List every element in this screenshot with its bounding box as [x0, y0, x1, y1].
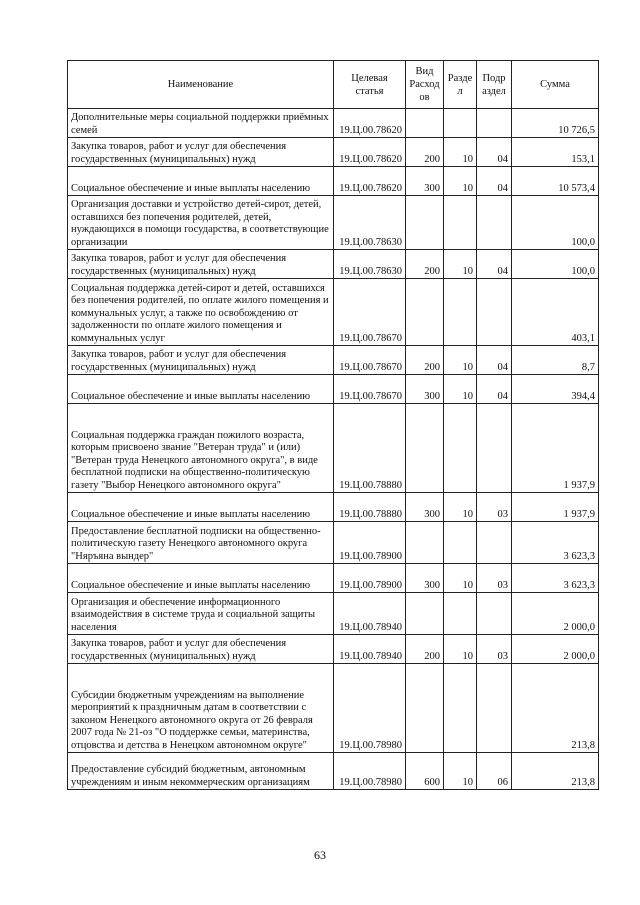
row-subsection: 04 [477, 250, 512, 279]
row-sum: 213,8 [512, 753, 599, 790]
row-target: 19.Ц.00.78670 [334, 346, 406, 375]
row-subsection: 04 [477, 138, 512, 167]
row-target: 19.Ц.00.78940 [334, 635, 406, 664]
row-target: 19.Ц.00.78880 [334, 404, 406, 493]
row-section: 10 [444, 346, 477, 375]
row-target: 19.Ц.00.78670 [334, 279, 406, 346]
table-row [68, 109, 599, 138]
row-subsection [477, 196, 512, 250]
table-row [68, 564, 599, 593]
row-name: Социальная поддержка детей-сирот и детей, оставшихся без попечения родителей, по оплате жилого помещения и коммунальных услуг, а также по освобождению от задолженности по оплате жилого помещения и коммунальных услуг [68, 279, 334, 346]
budget-table [67, 60, 599, 790]
row-target: 19.Ц.00.78620 [334, 109, 406, 138]
row-subsection [477, 279, 512, 346]
row-expense-type: 200 [406, 250, 444, 279]
row-name: Социальное обеспечение и иные выплаты населению [68, 564, 334, 593]
row-name: Закупка товаров, работ и услуг для обеспечения государственных (муниципальных) нужд [68, 138, 334, 167]
row-expense-type [406, 109, 444, 138]
row-sum: 100,0 [512, 196, 599, 250]
table-row [68, 346, 599, 375]
table-row [68, 138, 599, 167]
table-row [68, 664, 599, 753]
header-row [68, 61, 599, 109]
table-row [68, 635, 599, 664]
row-subsection: 03 [477, 493, 512, 522]
row-target: 19.Ц.00.78630 [334, 196, 406, 250]
row-expense-type [406, 404, 444, 493]
row-subsection: 03 [477, 564, 512, 593]
row-sum: 3 623,3 [512, 522, 599, 564]
row-subsection: 03 [477, 635, 512, 664]
row-sum: 1 937,9 [512, 404, 599, 493]
table-row [68, 753, 599, 790]
row-target: 19.Ц.00.78940 [334, 593, 406, 635]
row-sum: 403,1 [512, 279, 599, 346]
row-expense-type [406, 522, 444, 564]
row-section [444, 664, 477, 753]
header-section: Разде л [444, 61, 477, 109]
row-section [444, 404, 477, 493]
row-sum: 2 000,0 [512, 635, 599, 664]
row-section: 10 [444, 250, 477, 279]
row-target: 19.Ц.00.78620 [334, 167, 406, 196]
row-expense-type: 300 [406, 493, 444, 522]
row-name: Социальное обеспечение и иные выплаты населению [68, 167, 334, 196]
row-target: 19.Ц.00.78630 [334, 250, 406, 279]
table-row [68, 279, 599, 346]
table-row [68, 250, 599, 279]
row-target: 19.Ц.00.78980 [334, 753, 406, 790]
row-name: Социальное обеспечение и иные выплаты населению [68, 493, 334, 522]
row-name: Субсидии бюджетным учреждениям на выполнение мероприятий к праздничным датам в соответствии с законом Ненецкого автономного округа от 26 февраля 2007 года № 21-оз "О поддержке семьи, материнства, отцовства и детства в Ненецком автономном округе" [68, 664, 334, 753]
header-subsection: Подр аздел [477, 61, 512, 109]
row-sum: 8,7 [512, 346, 599, 375]
row-sum: 153,1 [512, 138, 599, 167]
row-subsection [477, 593, 512, 635]
row-expense-type: 200 [406, 138, 444, 167]
table-row [68, 522, 599, 564]
table-row [68, 167, 599, 196]
row-sum: 10 573,4 [512, 167, 599, 196]
row-name: Закупка товаров, работ и услуг для обеспечения государственных (муниципальных) нужд [68, 635, 334, 664]
row-name: Организация и обеспечение информационного взаимодействия в системе труда и социальной защиты населения [68, 593, 334, 635]
row-expense-type [406, 593, 444, 635]
table-row [68, 404, 599, 493]
row-subsection: 06 [477, 753, 512, 790]
row-subsection [477, 664, 512, 753]
header-sum: Сумма [512, 61, 599, 109]
row-sum: 10 726,5 [512, 109, 599, 138]
row-section [444, 522, 477, 564]
row-sum: 2 000,0 [512, 593, 599, 635]
row-name: Социальная поддержка граждан пожилого возраста, которым присвоено звание "Ветеран труда" и (или) "Ветеран труда Ненецкого автономного округа", в виде бесплатной подписки на общественно-политическую газету "Выбор Ненецкого автономного округа" [68, 404, 334, 493]
row-subsection: 04 [477, 167, 512, 196]
header-target: Целевая статья [334, 61, 406, 109]
row-expense-type: 300 [406, 564, 444, 593]
row-section [444, 196, 477, 250]
table-row [68, 196, 599, 250]
header-name: Наименование [68, 61, 334, 109]
row-name: Предоставление бесплатной подписки на общественно-политическую газету Ненецкого автономного округа "Няръяна вындер" [68, 522, 334, 564]
row-subsection [477, 404, 512, 493]
row-target: 19.Ц.00.78670 [334, 375, 406, 404]
table-row [68, 375, 599, 404]
row-section: 10 [444, 493, 477, 522]
row-expense-type: 200 [406, 635, 444, 664]
row-section: 10 [444, 167, 477, 196]
row-target: 19.Ц.00.78980 [334, 664, 406, 753]
row-subsection: 04 [477, 346, 512, 375]
row-expense-type: 300 [406, 375, 444, 404]
row-expense-type [406, 664, 444, 753]
row-name: Социальное обеспечение и иные выплаты населению [68, 375, 334, 404]
row-section [444, 593, 477, 635]
row-subsection [477, 522, 512, 564]
row-subsection: 04 [477, 375, 512, 404]
row-section [444, 279, 477, 346]
row-sum: 100,0 [512, 250, 599, 279]
row-sum: 213,8 [512, 664, 599, 753]
row-target: 19.Ц.00.78880 [334, 493, 406, 522]
row-subsection [477, 109, 512, 138]
row-section: 10 [444, 138, 477, 167]
row-expense-type [406, 279, 444, 346]
row-target: 19.Ц.00.78620 [334, 138, 406, 167]
row-name: Организация доставки и устройство детей-сирот, детей, оставшихся без попечения родителей, детей, нуждающихся в помощи государства, в соответствующие организации [68, 196, 334, 250]
row-sum: 1 937,9 [512, 493, 599, 522]
row-name: Дополнительные меры социальной поддержки приёмных семей [68, 109, 334, 138]
row-sum: 3 623,3 [512, 564, 599, 593]
table-row [68, 593, 599, 635]
row-section [444, 109, 477, 138]
row-target: 19.Ц.00.78900 [334, 522, 406, 564]
row-expense-type: 600 [406, 753, 444, 790]
row-section: 10 [444, 635, 477, 664]
row-name: Закупка товаров, работ и услуг для обеспечения государственных (муниципальных) нужд [68, 250, 334, 279]
row-expense-type: 200 [406, 346, 444, 375]
row-target: 19.Ц.00.78900 [334, 564, 406, 593]
row-expense-type: 300 [406, 167, 444, 196]
row-expense-type [406, 196, 444, 250]
row-section: 10 [444, 753, 477, 790]
page-number: 63 [314, 848, 326, 862]
row-sum: 394,4 [512, 375, 599, 404]
table-row [68, 493, 599, 522]
row-name: Закупка товаров, работ и услуг для обеспечения государственных (муниципальных) нужд [68, 346, 334, 375]
row-name: Предоставление субсидий бюджетным, автономным учреждениям и иным некоммерческим организациям [68, 753, 334, 790]
header-expense-type: Вид Расход ов [406, 61, 444, 109]
row-section: 10 [444, 564, 477, 593]
row-section: 10 [444, 375, 477, 404]
